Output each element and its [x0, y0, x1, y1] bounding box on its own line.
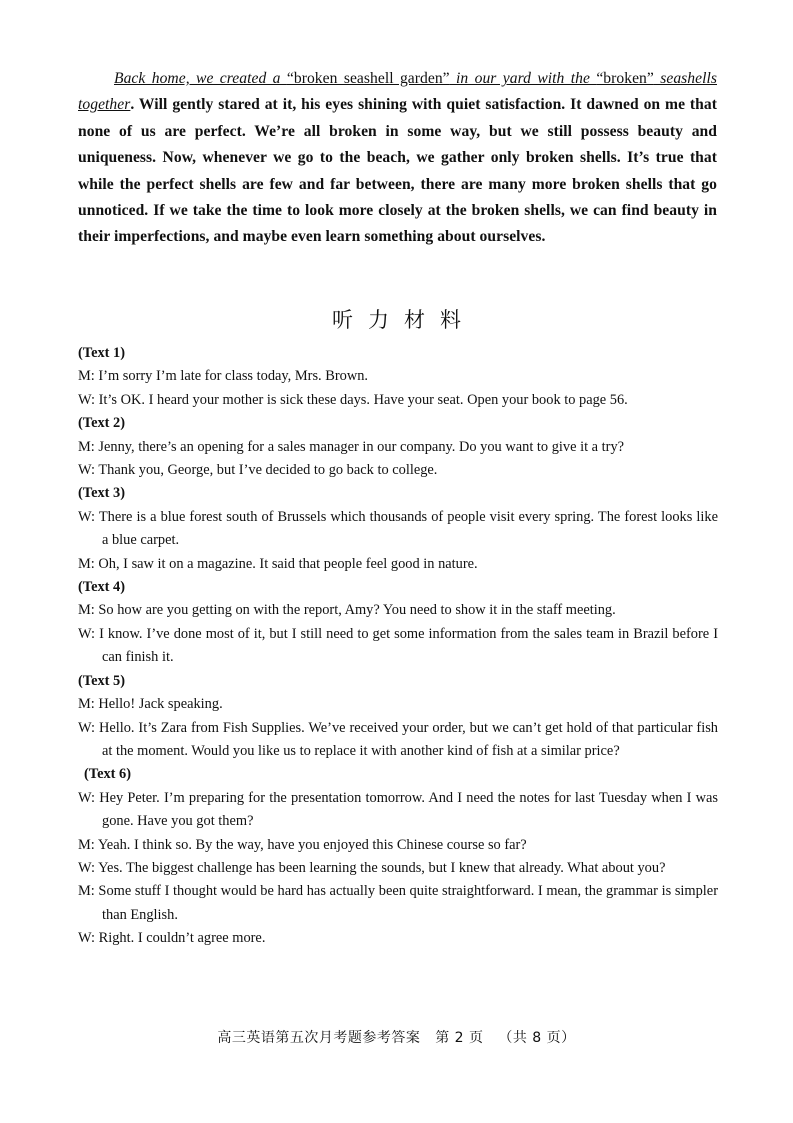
dialog-block	[78, 342, 718, 412]
dialog-line: M: Some stuff I thought would be hard has actually been quite straightforward. I mean, the grammar is simpler than English.	[78, 883, 718, 923]
essay-body: . Will gently stared at it, his eyes shining with quiet satisfaction. It dawned on me that none of us are perfect. We’re all broken in some way, but we still possess beauty and uniqueness. Now, whenever we go to the beach, we gather only broken shells. It’s true that while the perfect shells are few and far between, there are many more broken shells that go unnoticed. If we take the time to look more closely at the broken shells, we can find beauty in their imperfections, and maybe even learn something about ourselves.	[78, 96, 717, 246]
text-label: (Text 2)	[78, 415, 126, 432]
section-title: 听力材料	[332, 308, 476, 332]
dialog-line: M: So how are you getting on with the report, Amy? You need to show it in the staff meeting.	[78, 602, 616, 619]
footer-total: （共 8 页）	[498, 1030, 576, 1046]
dialog-line: W: Hey Peter. I’m preparing for the presentation tomorrow. And I need the notes for last Tuesday when I was gone. Have you got them?	[78, 789, 718, 830]
dialog-block	[78, 482, 718, 576]
dialog-line: W: I know. I’ve done most of it, but I still need to get some information from the sales team in Brazil before I can finish it.	[78, 625, 718, 666]
dialog-line: M: Yeah. I think so. By the way, have you enjoyed this Chinese course so far?	[78, 836, 527, 853]
dialog-line: W: Thank you, George, but I’ve decided to go back to college.	[78, 462, 438, 479]
dialog-line: W: Yes. The biggest challenge has been learning the sounds, but I knew that already. What about you?	[78, 859, 666, 876]
dialog-line: M: Oh, I saw it on a magazine. It said that people feel good in nature.	[78, 555, 478, 572]
underlined-phrase-1: Back home, we created a	[114, 70, 287, 87]
quoted-phrase-2: “broken”	[596, 70, 654, 87]
essay-text	[78, 66, 717, 251]
underlined-phrase-2: in our yard with the	[449, 70, 597, 87]
dialog-line: W: Right. I couldn’t agree more.	[78, 930, 266, 947]
dialog-block	[78, 412, 718, 482]
dialog-line: M: Hello! Jack speaking.	[78, 696, 223, 713]
underlined-phrase-3: seashells together	[78, 70, 717, 114]
dialog-line: M: Jenny, there’s an opening for a sales manager in our company. Do you want to give it a try?	[78, 438, 625, 455]
text-label: (Text 1)	[78, 345, 126, 361]
essay-paragraph	[78, 66, 717, 251]
text-label: (Text 5)	[78, 672, 126, 689]
dialog-line: W: It’s OK. I heard your mother is sick these days. Have your seat. Open your book to page 56.	[78, 391, 628, 408]
footer-page: 第 2 页	[435, 1030, 484, 1046]
page-footer	[0, 1027, 793, 1047]
text-label: (Text 6)	[84, 766, 132, 783]
dialog-block	[78, 670, 718, 764]
dialog-line: W: Hello. It’s Zara from Fish Supplies. We’ve received your order, but we can’t get hold of that particular fish at the moment. Would you like us to replace it with another kind of fish at a similar price?	[78, 719, 718, 759]
dialog-block	[78, 763, 718, 950]
dialog-block	[78, 576, 718, 670]
listening-transcripts	[78, 342, 718, 951]
text-label: (Text 3)	[78, 485, 126, 502]
footer-title: 高三英语第五次月考题参考答案	[217, 1030, 421, 1046]
quoted-phrase-1: “broken seashell garden”	[286, 70, 450, 87]
dialog-line: M: I’m sorry I’m late for class today, Mrs. Brown.	[78, 368, 369, 385]
dialog-line: W: There is a blue forest south of Brussels which thousands of people visit every spring. The forest looks like a blue carpet.	[78, 508, 718, 549]
text-label: (Text 4)	[78, 579, 126, 596]
